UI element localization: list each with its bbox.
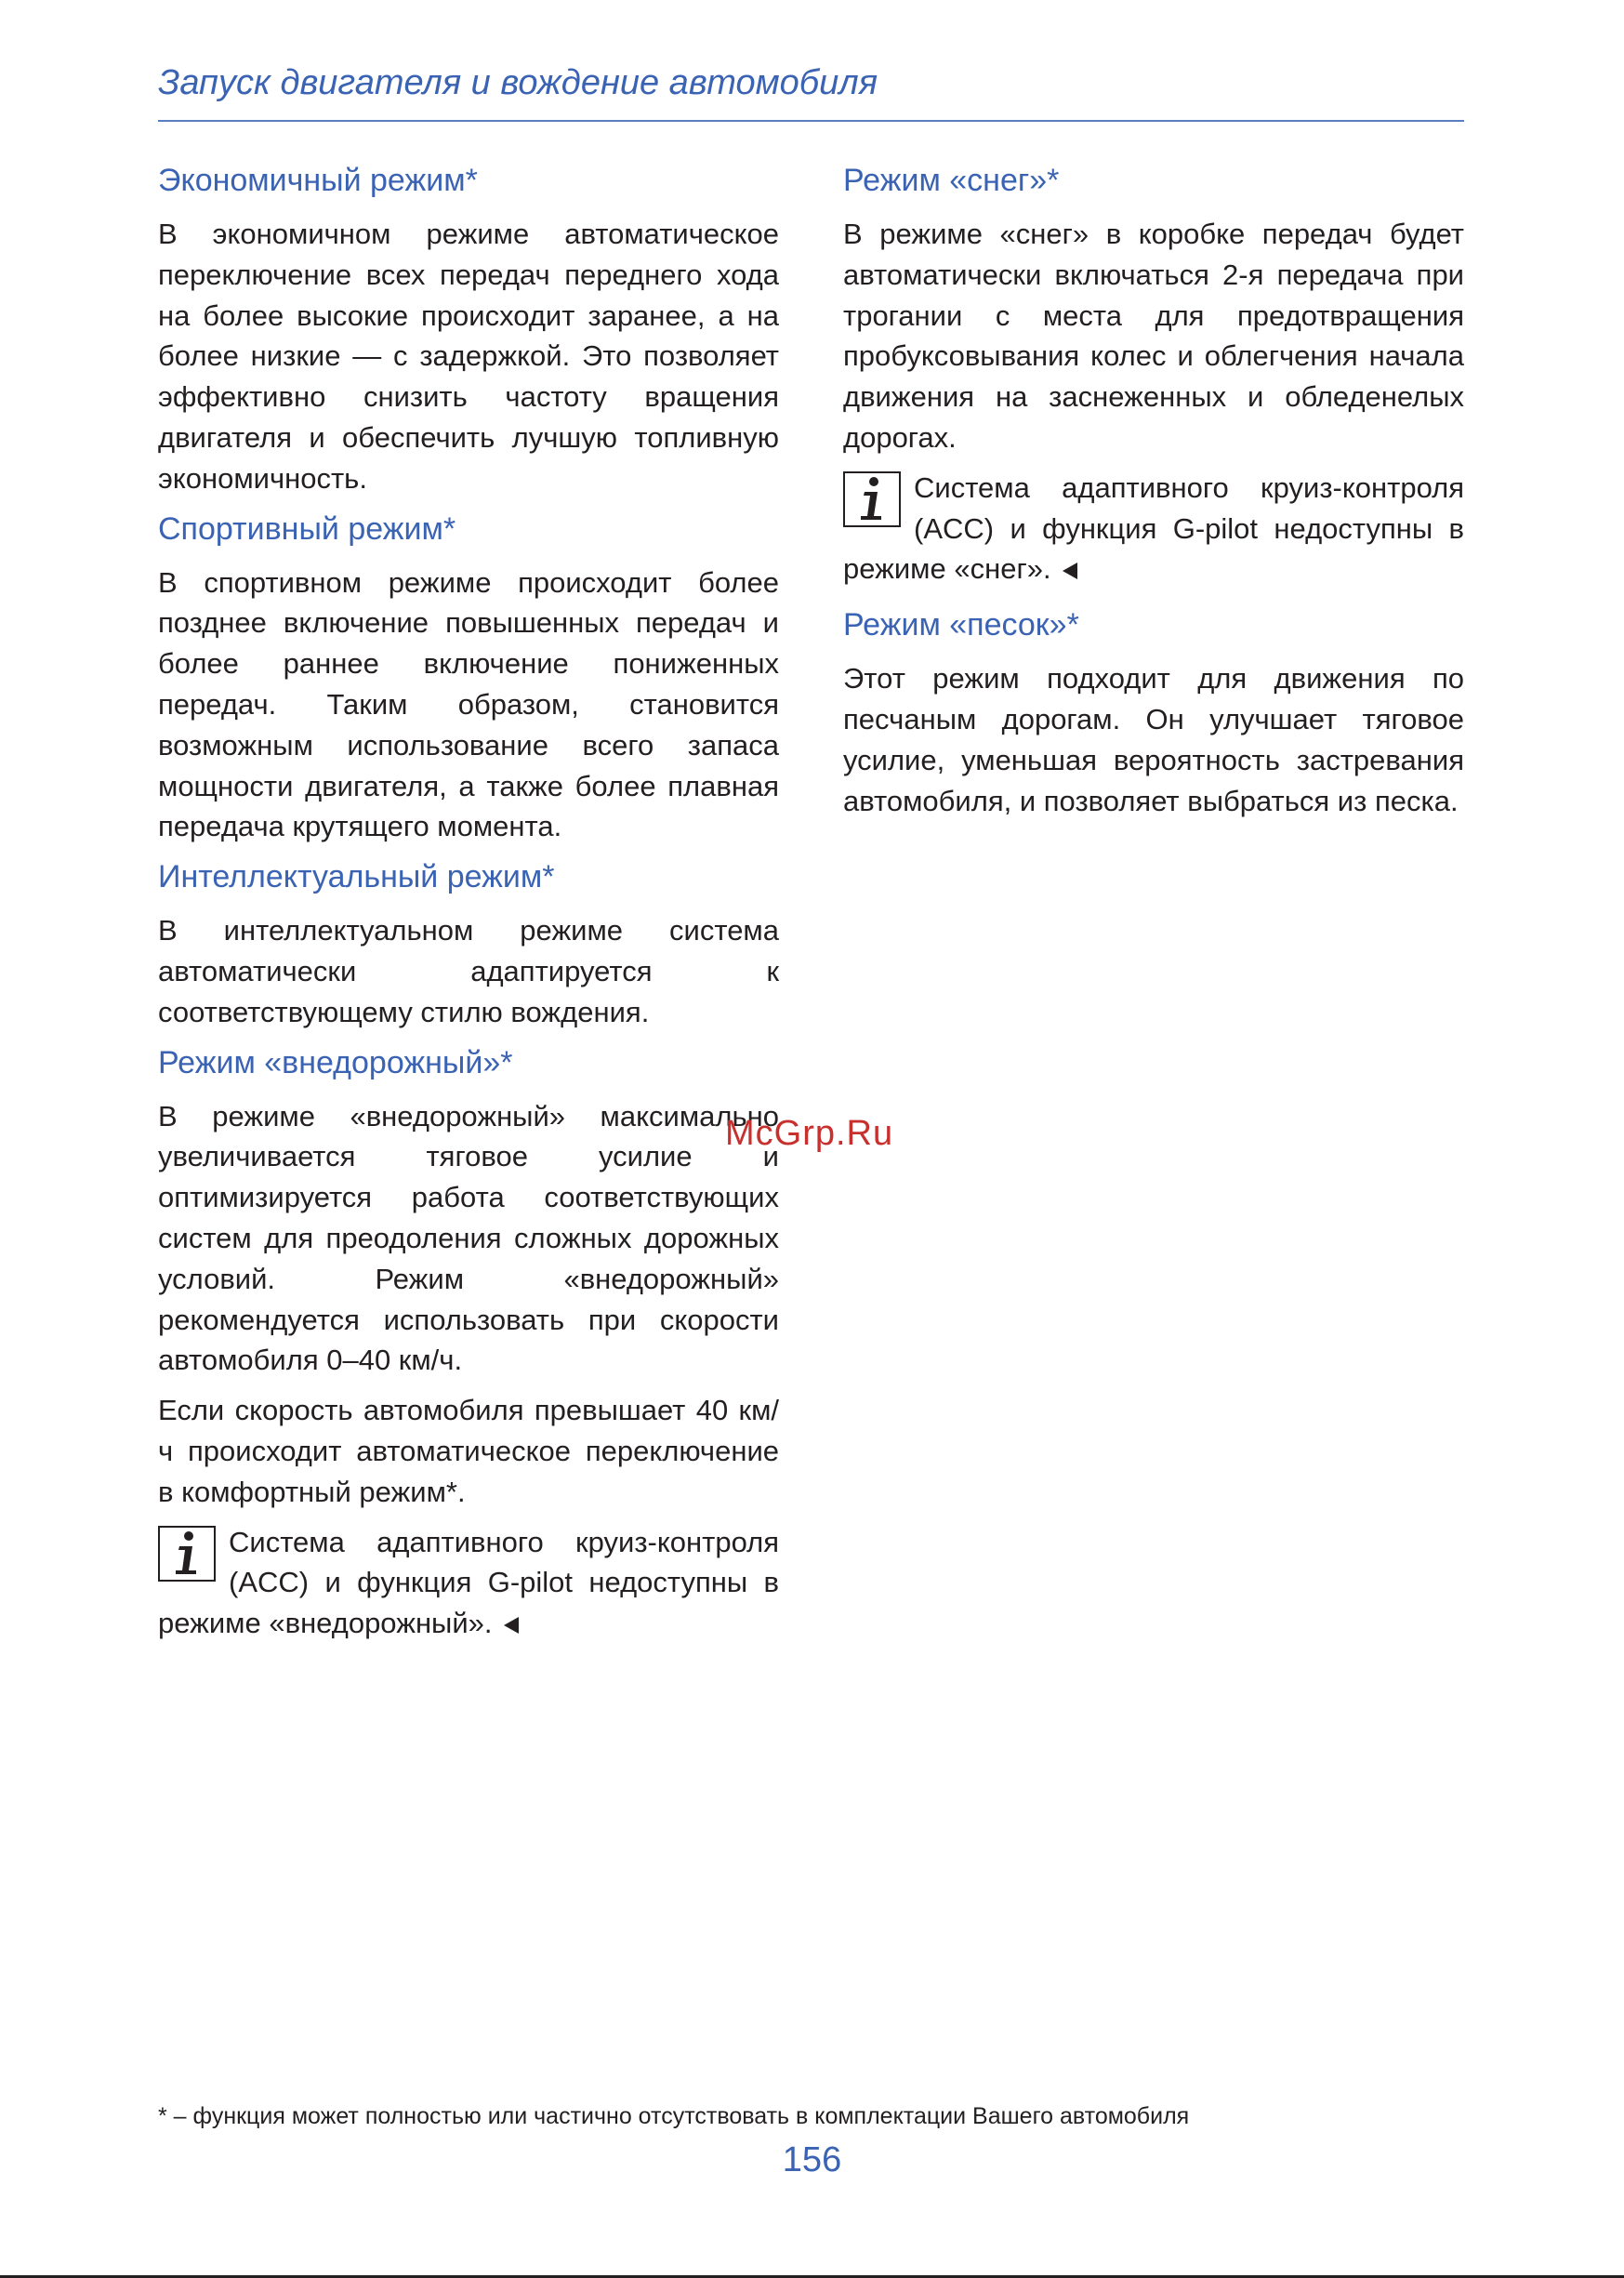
info-note-snow — [843, 468, 1464, 589]
section-snow — [843, 160, 1464, 589]
info-note-text-offroad: Система адаптивного круиз-контроля (ACC) и функция G-pilot недоступны в режиме «внедорожный». — [158, 1525, 779, 1640]
section-text-eco: В экономичном режиме автоматическое переключение всех передач переднего хода на более высокие происходит заранее, а на более низкие — с задержкой. Это позволяет эффективно снизить частоту вращения двигателя и обеспечить лучшую топливную экономичность. — [158, 218, 779, 495]
section-text-snow: В режиме «снег» в коробке передач будет автоматически включаться 2-я передача при трогании с места для предотвращения пробуксовывания колес и облегчения начала движения на заснеженных и обледенелых дорогах. — [843, 218, 1464, 454]
section-heading-sport: Спортивный режим* — [158, 510, 456, 547]
footnote: * – функция может полностью или частично отсутствовать в комплектации Вашего автомобиля — [158, 2103, 1190, 2129]
section-text-sport: В спортивном режиме происходит более позднее включение повышенных передач и более раннее включение пониженных передач. Таким образом, становится возможным использование всего запаса мощности двигателя, а также более плавная передача крутящего момента. — [158, 565, 779, 843]
page-number: 156 — [782, 2140, 842, 2179]
info-note-offroad — [158, 1522, 779, 1644]
header-divider — [158, 120, 1464, 122]
left-column — [158, 160, 779, 1659]
section-sand — [843, 604, 1464, 821]
section-heading-offroad: Режим «внедорожный»* — [158, 1044, 513, 1080]
section-heading-smart: Интеллектуальный режим* — [158, 859, 555, 895]
right-column — [843, 160, 1464, 830]
info-icon — [158, 1526, 216, 1582]
section-heading-sand: Режим «песок»* — [843, 607, 1079, 643]
section-text-offroad-2: Если скорость автомобиля превышает 40 км/ч происходит автоматическое переключение в комфортный режим*. — [158, 1394, 779, 1508]
section-heading-eco: Экономичный режим* — [158, 163, 478, 198]
section-text-offroad-1: В режиме «внедорожный» максимально увеличивается тяговое усилие и оптимизируется работа соответствующих систем для преодоления сложных дорожных условий. Режим «внедорожный» рекомендуется использовать при скорости автомобиля 0–40 км/ч. — [158, 1099, 779, 1377]
watermark: McGrp.Ru — [725, 1114, 894, 1153]
page-header-title: Запуск двигателя и вождение автомобиля — [158, 63, 878, 102]
section-text-sand: Этот режим подходит для движения по песчаным дорогам. Он улучшает тяговое усилие, уменьшая вероятность застревания автомобиля, и позволяет выбраться из песка. — [843, 662, 1464, 817]
section-sport — [158, 509, 779, 848]
info-icon — [843, 471, 901, 527]
section-offroad — [158, 1042, 779, 1644]
section-eco — [158, 160, 779, 499]
info-note-text-snow: Система адаптивного круиз-контроля (ACC) и функция G-pilot недоступны в режиме «снег». — [843, 470, 1464, 586]
triangle-left-icon — [1063, 563, 1077, 579]
section-heading-snow: Режим «снег»* — [843, 163, 1060, 198]
section-text-smart: В интеллектуальном режиме система автоматически адаптируется к соответствующему стилю вождения. — [158, 914, 779, 1028]
triangle-left-icon — [504, 1617, 519, 1634]
section-smart — [158, 856, 779, 1032]
